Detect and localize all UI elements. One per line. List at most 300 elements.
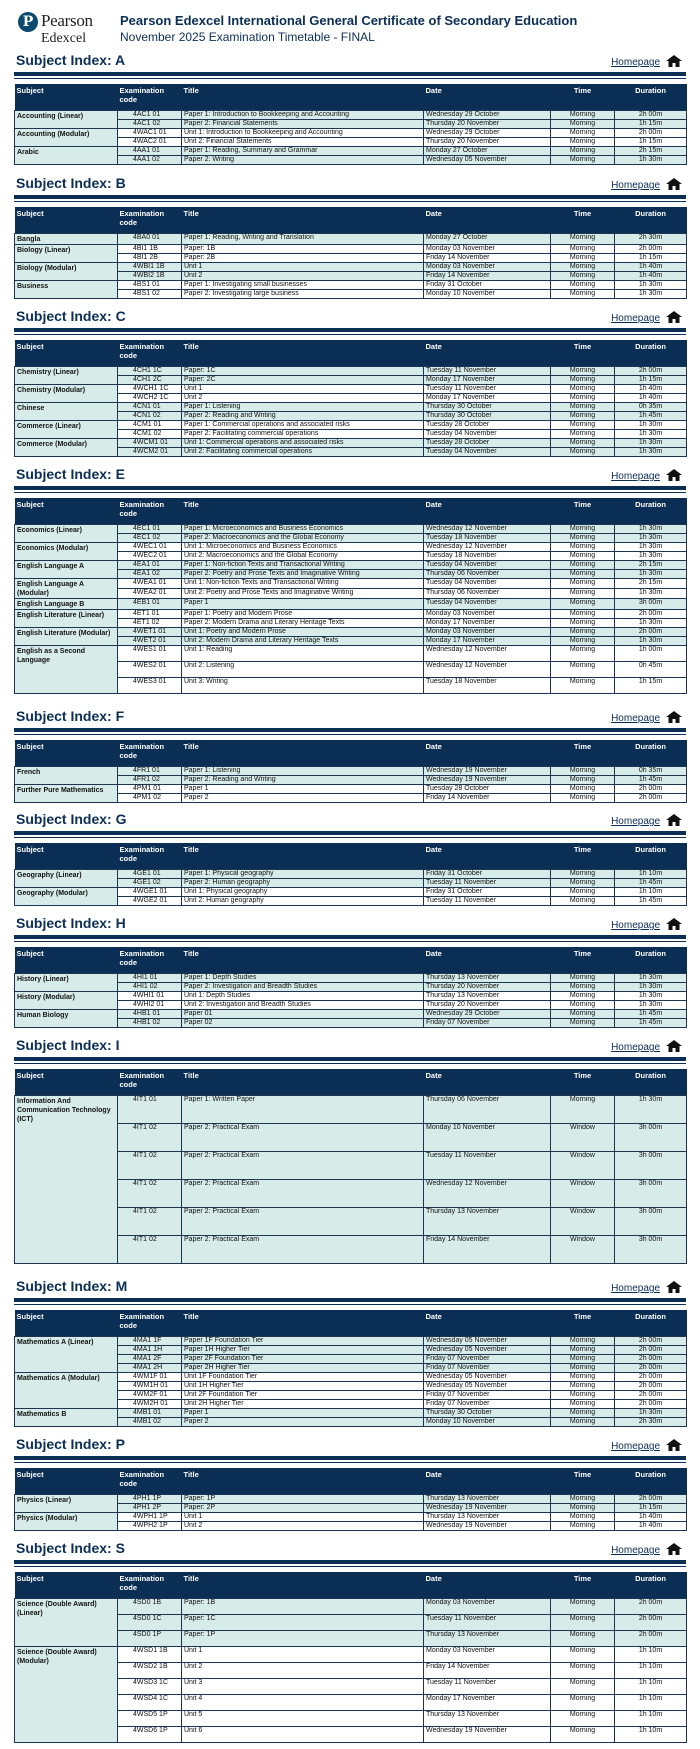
exam-code-cell: 4HB1 01 (118, 1010, 182, 1019)
subject-cell: Chemistry (Modular) (15, 385, 118, 403)
title-cell: Paper 2: Financial Statements (182, 120, 424, 129)
exam-code-cell: 4WCH1 1C (118, 385, 182, 394)
section-divider-thin (14, 492, 686, 493)
exam-code-cell: 4WES2 01 (118, 662, 182, 678)
section-header (14, 1540, 686, 1558)
title-cell: Paper 2 (182, 794, 424, 803)
title-cell: Paper 1: Introduction to Bookkeeping and Accounting (182, 111, 424, 120)
table-row (15, 281, 687, 290)
time-cell: Morning (551, 1346, 615, 1355)
section-header (14, 915, 686, 933)
exam-code-cell: 4IT1 02 (118, 1208, 182, 1236)
time-cell: Morning (551, 1019, 615, 1028)
exam-code-cell: 4SD0 1B (118, 1599, 182, 1615)
table-row (15, 974, 687, 983)
column-header-code: Examination code (118, 84, 182, 111)
duration-cell: 2h 00m (615, 111, 687, 120)
time-cell: Morning (551, 111, 615, 120)
home-icon[interactable] (666, 178, 682, 190)
column-header-date: Date (424, 84, 551, 111)
time-cell: Morning (551, 272, 615, 281)
exam-code-cell: 4SD0 1P (118, 1631, 182, 1647)
time-cell: Morning (551, 1727, 615, 1743)
exam-code-cell: 4EA1 01 (118, 561, 182, 570)
date-cell: Wednesday 19 November (424, 776, 551, 785)
duration-cell: 2h 30m (615, 1418, 687, 1427)
time-cell: Morning (551, 1010, 615, 1019)
time-cell: Morning (551, 1711, 615, 1727)
time-cell: Morning (551, 394, 615, 403)
column-header-subject: Subject (15, 498, 118, 525)
time-cell: Morning (551, 579, 615, 589)
duration-cell: 1h 10m (615, 1679, 687, 1695)
exam-code-cell: 4WEA2 01 (118, 589, 182, 599)
exam-code-cell: 4MB1 01 (118, 1409, 182, 1418)
title-cell: Paper 2: Practical Exam (182, 1236, 424, 1264)
table-row (15, 1495, 687, 1504)
column-header-title: Title (182, 340, 424, 367)
time-cell: Morning (551, 1495, 615, 1504)
section-divider-thin (14, 1304, 686, 1305)
title-cell: Unit 2 (182, 1522, 424, 1531)
exam-code-cell: 4AC1 01 (118, 111, 182, 120)
exam-code-cell: 4BS1 01 (118, 281, 182, 290)
section-title: Subject Index: B (16, 175, 126, 191)
timetable-table (14, 340, 687, 457)
time-cell: Morning (551, 156, 615, 165)
section-title: Subject Index: I (16, 1037, 120, 1053)
table-row (15, 870, 687, 879)
time-cell: Morning (551, 1400, 615, 1409)
homepage-link[interactable]: Homepage (611, 471, 660, 482)
date-cell: Friday 07 November (424, 1364, 551, 1373)
subject-cell: Physics (Linear) (15, 1495, 118, 1513)
time-cell: Morning (551, 888, 615, 897)
subject-cell: English Literature (Linear) (15, 610, 118, 628)
duration-cell: 2h 00m (615, 794, 687, 803)
duration-cell: 1h 40m (615, 1522, 687, 1531)
home-icon[interactable] (666, 1543, 682, 1555)
section-divider (14, 195, 686, 199)
time-cell: Morning (551, 1513, 615, 1522)
date-cell: Monday 10 November (424, 1418, 551, 1427)
date-cell: Monday 03 November (424, 1647, 551, 1663)
table-row (15, 385, 687, 394)
duration-cell: 2h 15m (615, 561, 687, 570)
exam-code-cell: 4WSD3 1C (118, 1679, 182, 1695)
subject-index-section (14, 1037, 686, 1264)
column-header-date: Date (424, 207, 551, 234)
time-cell: Morning (551, 448, 615, 457)
date-cell: Wednesday 12 November (424, 525, 551, 534)
exam-code-cell: 4AA1 02 (118, 156, 182, 165)
table-row (15, 610, 687, 619)
table-header-row (15, 340, 687, 367)
duration-cell: 2h 00m (615, 1364, 687, 1373)
exam-code-cell: 4WET1 01 (118, 628, 182, 637)
title-cell: Unit 2: Modern Drama and Literary Heritage Texts (182, 637, 424, 646)
time-cell: Morning (551, 403, 615, 412)
title-cell: Paper: 1C (182, 1615, 424, 1631)
column-header-time: Time (551, 740, 615, 767)
exam-code-cell: 4SD0 1C (118, 1615, 182, 1631)
date-cell: Monday 03 November (424, 245, 551, 254)
column-header-time: Time (551, 1069, 615, 1096)
homepage-link[interactable]: Homepage (611, 713, 660, 724)
column-header-subject: Subject (15, 947, 118, 974)
time-cell: Morning (551, 870, 615, 879)
column-header-code: Examination code (118, 740, 182, 767)
duration-cell: 1h 30m (615, 983, 687, 992)
home-icon[interactable] (666, 918, 682, 930)
exam-code-cell: 4WEC1 01 (118, 543, 182, 552)
title-cell: Unit 2: Facilitating commercial operations (182, 448, 424, 457)
home-icon[interactable] (666, 814, 682, 826)
exam-code-cell: 4WES1 01 (118, 646, 182, 662)
time-cell: Morning (551, 1504, 615, 1513)
title-cell: Paper 1 (182, 1409, 424, 1418)
duration-cell: 1h 40m (615, 394, 687, 403)
section-divider (14, 486, 686, 490)
time-cell: Morning (551, 120, 615, 129)
home-icon[interactable] (666, 711, 682, 723)
duration-cell: 0h 45m (615, 662, 687, 678)
title-cell: Unit 2 (182, 1663, 424, 1679)
duration-cell: 2h 15m (615, 147, 687, 156)
subject-cell: Biology (Linear) (15, 245, 118, 263)
table-row (15, 1010, 687, 1019)
duration-cell: 1h 10m (615, 1727, 687, 1743)
exam-code-cell: 4CN1 01 (118, 403, 182, 412)
title-cell: Paper 2: Reading and Writing (182, 412, 424, 421)
duration-cell: 1h 30m (615, 525, 687, 534)
exam-code-cell: 4WHI2 01 (118, 1001, 182, 1010)
document-title: Pearson Edexcel International General Certificate of Secondary Education (120, 13, 578, 28)
exam-code-cell: 4BI1 1B (118, 245, 182, 254)
time-cell: Morning (551, 1001, 615, 1010)
subject-cell: Human Biology (15, 1010, 118, 1028)
date-cell: Thursday 13 November (424, 992, 551, 1001)
page-header (16, 10, 686, 48)
exam-code-cell: 4FR1 02 (118, 776, 182, 785)
section-divider-thin (14, 734, 686, 735)
duration-cell: 2h 00m (615, 628, 687, 637)
table-header-row (15, 947, 687, 974)
time-cell: Morning (551, 1631, 615, 1647)
column-header-subject: Subject (15, 1069, 118, 1096)
time-cell: Morning (551, 1355, 615, 1364)
duration-cell: 0h 35m (615, 403, 687, 412)
column-header-time: Time (551, 207, 615, 234)
exam-code-cell: 4IT1 02 (118, 1236, 182, 1264)
duration-cell: 2h 00m (615, 785, 687, 794)
time-cell: Morning (551, 1695, 615, 1711)
duration-cell: 1h 15m (615, 120, 687, 129)
timetable-table (14, 947, 687, 1028)
table-row (15, 147, 687, 156)
column-header-date: Date (424, 1468, 551, 1495)
duration-cell: 2h 00m (615, 1337, 687, 1346)
exam-code-cell: 4GE1 02 (118, 879, 182, 888)
time-cell: Morning (551, 992, 615, 1001)
pearson-logo-icon: P (18, 12, 38, 32)
time-cell: Morning (551, 234, 615, 245)
title-cell: Unit 1: Microeconomics and Business Economics (182, 543, 424, 552)
date-cell: Tuesday 28 October (424, 785, 551, 794)
subject-cell: Biology (Modular) (15, 263, 118, 281)
date-cell: Friday 14 November (424, 1236, 551, 1264)
exam-code-cell: 4WM1H 01 (118, 1382, 182, 1391)
duration-cell: 2h 00m (615, 1631, 687, 1647)
title-cell: Paper: 2C (182, 376, 424, 385)
subject-cell: Commerce (Modular) (15, 439, 118, 457)
section-divider-thin (14, 941, 686, 942)
duration-cell: 1h 30m (615, 448, 687, 457)
exam-code-cell: 4WCM2 01 (118, 448, 182, 457)
time-cell: Morning (551, 767, 615, 776)
section-divider-thin (14, 78, 686, 79)
duration-cell: 1h 30m (615, 543, 687, 552)
exam-code-cell: 4WHI1 01 (118, 992, 182, 1001)
duration-cell: 1h 10m (615, 1647, 687, 1663)
subject-index-section (14, 1278, 686, 1427)
home-icon[interactable] (666, 55, 682, 67)
duration-cell: 2h 00m (615, 1373, 687, 1382)
duration-cell: 1h 40m (615, 272, 687, 281)
column-header-subject: Subject (15, 340, 118, 367)
title-cell: Paper: 2P (182, 1504, 424, 1513)
date-cell: Friday 31 October (424, 888, 551, 897)
date-cell: Friday 07 November (424, 1019, 551, 1028)
duration-cell: 1h 15m (615, 254, 687, 263)
exam-code-cell: 4WET2 01 (118, 637, 182, 646)
column-header-title: Title (182, 1310, 424, 1337)
date-cell: Tuesday 18 November (424, 552, 551, 561)
date-cell: Wednesday 05 November (424, 1373, 551, 1382)
date-cell: Tuesday 04 November (424, 579, 551, 589)
title-cell: Paper 2: Practical Exam (182, 1208, 424, 1236)
subject-cell: Physics (Modular) (15, 1513, 118, 1531)
duration-cell: 3h 00m (615, 1180, 687, 1208)
duration-cell: 1h 10m (615, 1663, 687, 1679)
home-icon[interactable] (666, 311, 682, 323)
column-header-duration: Duration (615, 843, 687, 870)
time-cell: Morning (551, 1409, 615, 1418)
exam-code-cell: 4CN1 02 (118, 412, 182, 421)
title-cell: Paper 1H Higher Tier (182, 1346, 424, 1355)
duration-cell: 2h 00m (615, 1615, 687, 1631)
table-row (15, 525, 687, 534)
section-header (14, 308, 686, 326)
time-cell: Morning (551, 1522, 615, 1531)
time-cell: Morning (551, 385, 615, 394)
date-cell: Wednesday 19 November (424, 1522, 551, 1531)
subject-cell: Further Pure Mathematics (15, 785, 118, 803)
duration-cell: 1h 40m (615, 1513, 687, 1522)
title-cell: Paper 2 (182, 1418, 424, 1427)
timetable-table (14, 498, 687, 694)
date-cell: Monday 17 November (424, 1695, 551, 1711)
date-cell: Friday 14 November (424, 794, 551, 803)
exam-code-cell: 4HI1 01 (118, 974, 182, 983)
timetable-table (14, 1468, 687, 1531)
homepage-link[interactable]: Homepage (611, 1283, 660, 1294)
title-cell: Paper 1 (182, 599, 424, 610)
timetable-body (14, 52, 686, 1743)
title-cell: Paper 2H Higher Tier (182, 1364, 424, 1373)
section-header (14, 1278, 686, 1296)
exam-code-cell: 4ET1 02 (118, 619, 182, 628)
table-header-row (15, 1572, 687, 1599)
column-header-duration: Duration (615, 1069, 687, 1096)
time-cell: Morning (551, 1615, 615, 1631)
exam-code-cell: 4MA1 1H (118, 1346, 182, 1355)
duration-cell: 1h 30m (615, 589, 687, 599)
time-cell: Morning (551, 376, 615, 385)
homepage-link[interactable]: Homepage (611, 1042, 660, 1053)
subject-index-section (14, 466, 686, 694)
time-cell: Morning (551, 129, 615, 138)
title-cell: Paper: 1B (182, 1599, 424, 1615)
table-row (15, 646, 687, 662)
table-row (15, 1409, 687, 1418)
section-header (14, 708, 686, 726)
duration-cell: 1h 30m (615, 570, 687, 579)
subject-index-section (14, 708, 686, 803)
column-header-time: Time (551, 340, 615, 367)
time-cell: Morning (551, 281, 615, 290)
column-header-time: Time (551, 84, 615, 111)
subject-cell: Chinese (15, 403, 118, 421)
title-cell: Paper 1: Physical geography (182, 870, 424, 879)
homepage-link[interactable]: Homepage (611, 1441, 660, 1452)
homepage-link[interactable]: Homepage (611, 1545, 660, 1556)
column-header-code: Examination code (118, 207, 182, 234)
column-header-duration: Duration (615, 340, 687, 367)
homepage-link[interactable]: Homepage (611, 816, 660, 827)
column-header-time: Time (551, 1468, 615, 1495)
title-cell: Paper 2: Writing (182, 156, 424, 165)
title-cell: Paper: 1P (182, 1495, 424, 1504)
exam-code-cell: 4MB1 02 (118, 1418, 182, 1427)
home-icon[interactable] (666, 1439, 682, 1451)
duration-cell: 1h 10m (615, 888, 687, 897)
column-header-code: Examination code (118, 498, 182, 525)
subject-cell: Geography (Modular) (15, 888, 118, 906)
date-cell: Monday 10 November (424, 1124, 551, 1152)
column-header-title: Title (182, 207, 424, 234)
column-header-code: Examination code (118, 947, 182, 974)
duration-cell: 1h 30m (615, 430, 687, 439)
date-cell: Monday 27 October (424, 147, 551, 156)
time-cell: Morning (551, 610, 615, 619)
subject-cell: Arabic (15, 147, 118, 165)
homepage-link[interactable]: Homepage (611, 180, 660, 191)
title-cell: Paper 1: Reading, Writing and Translation (182, 234, 424, 245)
exam-code-cell: 4HI1 02 (118, 983, 182, 992)
column-header-code: Examination code (118, 340, 182, 367)
home-icon[interactable] (666, 469, 682, 481)
column-header-date: Date (424, 740, 551, 767)
date-cell: Friday 07 November (424, 1355, 551, 1364)
title-cell: Paper 1: Microeconomics and Business Economics (182, 525, 424, 534)
column-header-duration: Duration (615, 947, 687, 974)
exam-code-cell: 4PM1 02 (118, 794, 182, 803)
date-cell: Monday 10 November (424, 290, 551, 299)
table-header-row (15, 207, 687, 234)
column-header-code: Examination code (118, 1310, 182, 1337)
section-divider-thin (14, 837, 686, 838)
time-cell: Morning (551, 983, 615, 992)
subject-cell: French (15, 767, 118, 785)
section-header (14, 1436, 686, 1454)
time-cell: Morning (551, 570, 615, 579)
column-header-title: Title (182, 740, 424, 767)
homepage-link[interactable]: Homepage (611, 920, 660, 931)
subject-index-section (14, 1436, 686, 1531)
time-cell: Morning (551, 412, 615, 421)
section-divider (14, 831, 686, 835)
title-cell: Paper 2: Modern Drama and Literary Heritage Texts (182, 619, 424, 628)
table-row (15, 245, 687, 254)
home-icon[interactable] (666, 1040, 682, 1052)
date-cell: Tuesday 04 November (424, 599, 551, 610)
date-cell: Wednesday 05 November (424, 156, 551, 165)
time-cell: Morning (551, 421, 615, 430)
table-header-row (15, 843, 687, 870)
title-cell: Unit 1: Poetry and Modern Prose (182, 628, 424, 637)
table-row (15, 579, 687, 589)
column-header-subject: Subject (15, 84, 118, 111)
column-header-code: Examination code (118, 1572, 182, 1599)
homepage-link[interactable]: Homepage (611, 57, 660, 68)
title-cell: Paper 1: Commercial operations and associated risks (182, 421, 424, 430)
date-cell: Wednesday 12 November (424, 1180, 551, 1208)
table-row (15, 1647, 687, 1663)
exam-code-cell: 4WEA1 01 (118, 579, 182, 589)
subject-index-section (14, 915, 686, 1028)
date-cell: Thursday 30 October (424, 1409, 551, 1418)
title-cell: Paper 1: Listening (182, 767, 424, 776)
duration-cell: 1h 30m (615, 439, 687, 448)
subject-cell: English Literature (Modular) (15, 628, 118, 646)
table-header-row (15, 1069, 687, 1096)
title-cell: Paper 2: Poetry and Prose Texts and Imaginative Writing (182, 570, 424, 579)
timetable-table (14, 740, 687, 803)
duration-cell: 3h 00m (615, 1124, 687, 1152)
title-cell: Unit 1: Introduction to Bookkeeping and Accounting (182, 129, 424, 138)
date-cell: Wednesday 19 November (424, 767, 551, 776)
title-cell: Paper: 1P (182, 1631, 424, 1647)
title-cell: Unit 1 (182, 263, 424, 272)
homepage-link[interactable]: Homepage (611, 313, 660, 324)
column-header-date: Date (424, 1310, 551, 1337)
timetable-table (14, 843, 687, 906)
title-cell: Paper 1: Investigating small businesses (182, 281, 424, 290)
time-cell: Morning (551, 662, 615, 678)
home-icon[interactable] (666, 1281, 682, 1293)
column-header-duration: Duration (615, 740, 687, 767)
title-cell: Unit 1H Higher Tier (182, 1382, 424, 1391)
date-cell: Monday 17 November (424, 394, 551, 403)
table-row (15, 561, 687, 570)
title-cell: Unit 2: Listening (182, 662, 424, 678)
section-title: Subject Index: A (16, 52, 126, 68)
date-cell: Thursday 13 November (424, 1631, 551, 1647)
date-cell: Tuesday 11 November (424, 897, 551, 906)
column-header-title: Title (182, 843, 424, 870)
exam-code-cell: 4WM2F 01 (118, 1391, 182, 1400)
